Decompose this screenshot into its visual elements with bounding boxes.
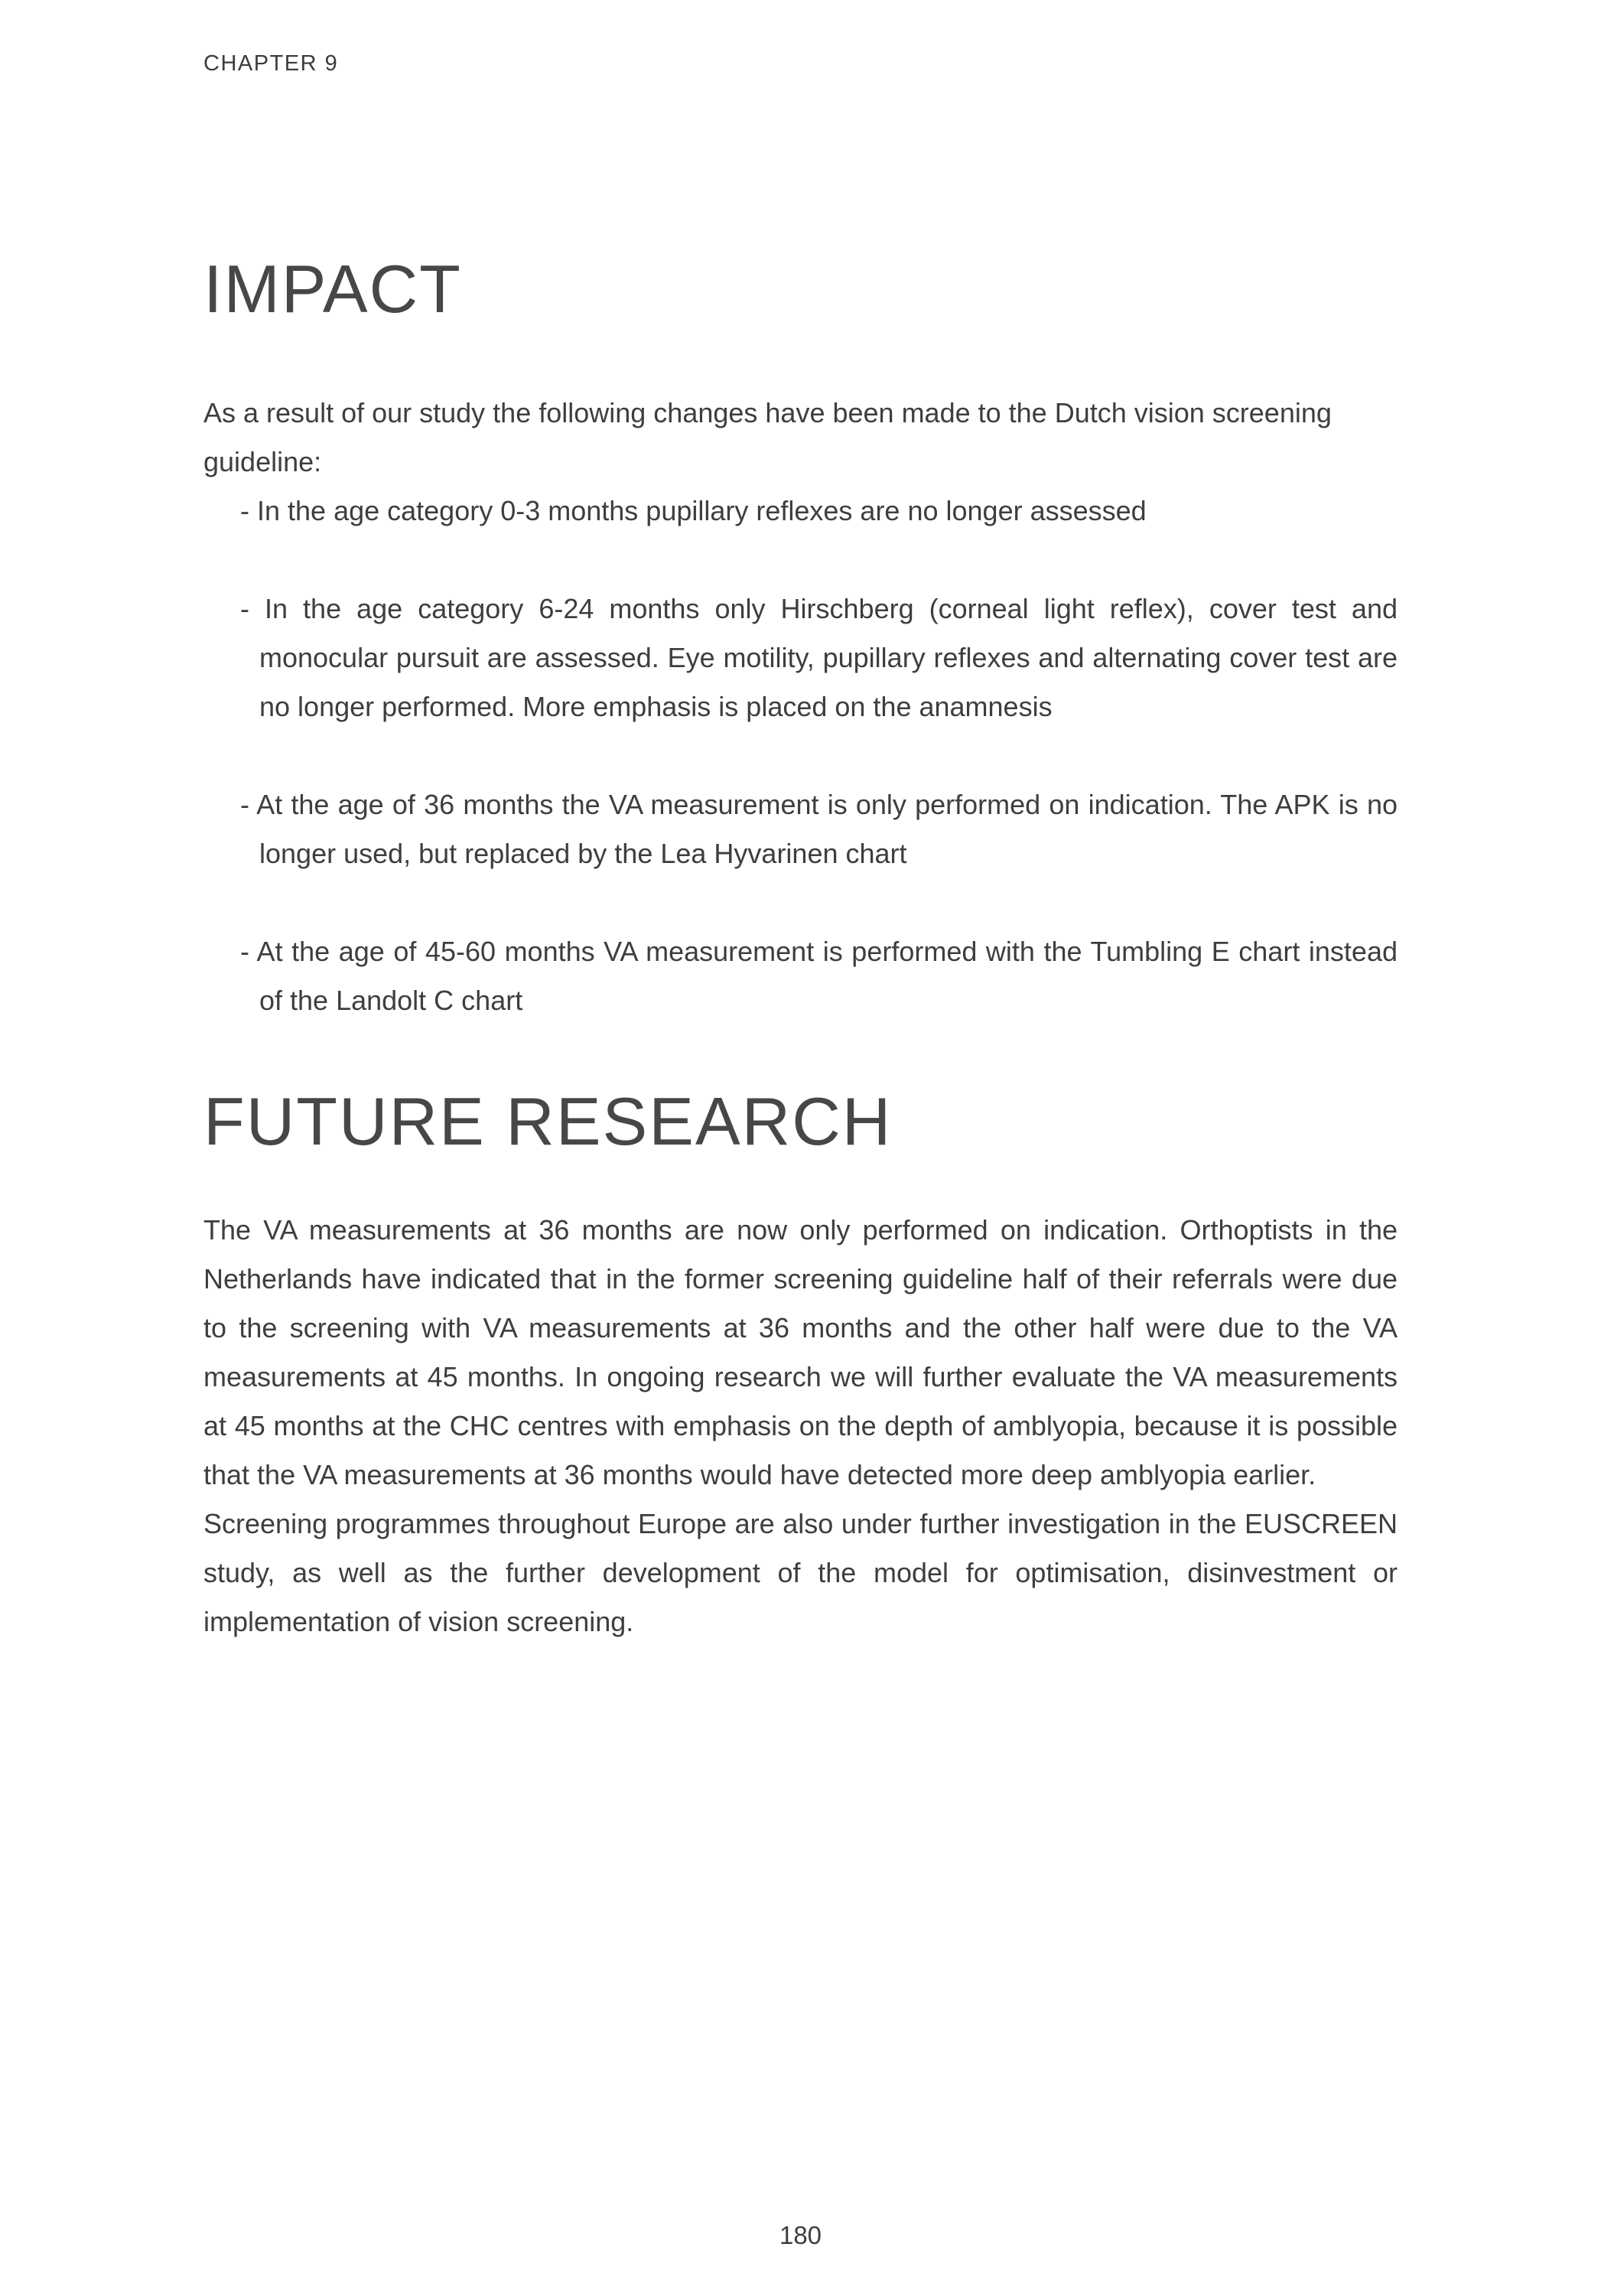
guideline-changes-list [203,487,1398,1025]
future-research-heading: FUTURE RESEARCH [203,1083,893,1159]
impact-heading: IMPACT [203,251,462,327]
future-research-body [203,1206,1398,1646]
page-footer [0,2219,1601,2252]
list-item: - At the age of 36 months the VA measurement is only performed on indication. The APK is no longer used, but replaced by the Lea Hyvarinen chart [240,789,1398,869]
page-number: 180 [779,2221,822,2249]
list-item: - At the age of 45-60 months VA measurement is performed with the Tumbling E chart instead of the Landolt C chart [240,936,1398,1016]
future-research-paragraph: The VA measurements at 36 months are now only performed on indication. Orthoptists in the Netherlands have indicated that in the former screening guideline half of their referrals were due to the screening with VA measurements at 36 months and the other half were due to the VA measurements at 45 months. In ongoing research we will further evaluate the VA measurements at 45 months at the CHC centres with emphasis on the depth of amblyopia, because it is possible that the VA measurements at 36 months would have detected more deep amblyopia earlier. [203,1214,1398,1490]
list-item: - In the age category 0-3 months pupillary reflexes are no longer assessed [240,495,1147,526]
future-research-paragraph: Screening programmes throughout Europe are also under further investigation in the EUSCREEN study, as well as the further development of the model for optimisation, disinvestment or implementation of vision screening. [203,1508,1398,1637]
impact-intro-paragraph: As a result of our study the following changes have been made to the Dutch vision screening guideline: [203,397,1332,477]
list-item: - In the age category 6-24 months only Hirschberg (corneal light reflex), cover test and monocular pursuit are assessed. Eye motility, pupillary reflexes and alternating cover test are no longer performed. More emphasis is placed on the anamnesis [240,593,1398,722]
chapter-label: CHAPTER 9 [203,51,339,76]
